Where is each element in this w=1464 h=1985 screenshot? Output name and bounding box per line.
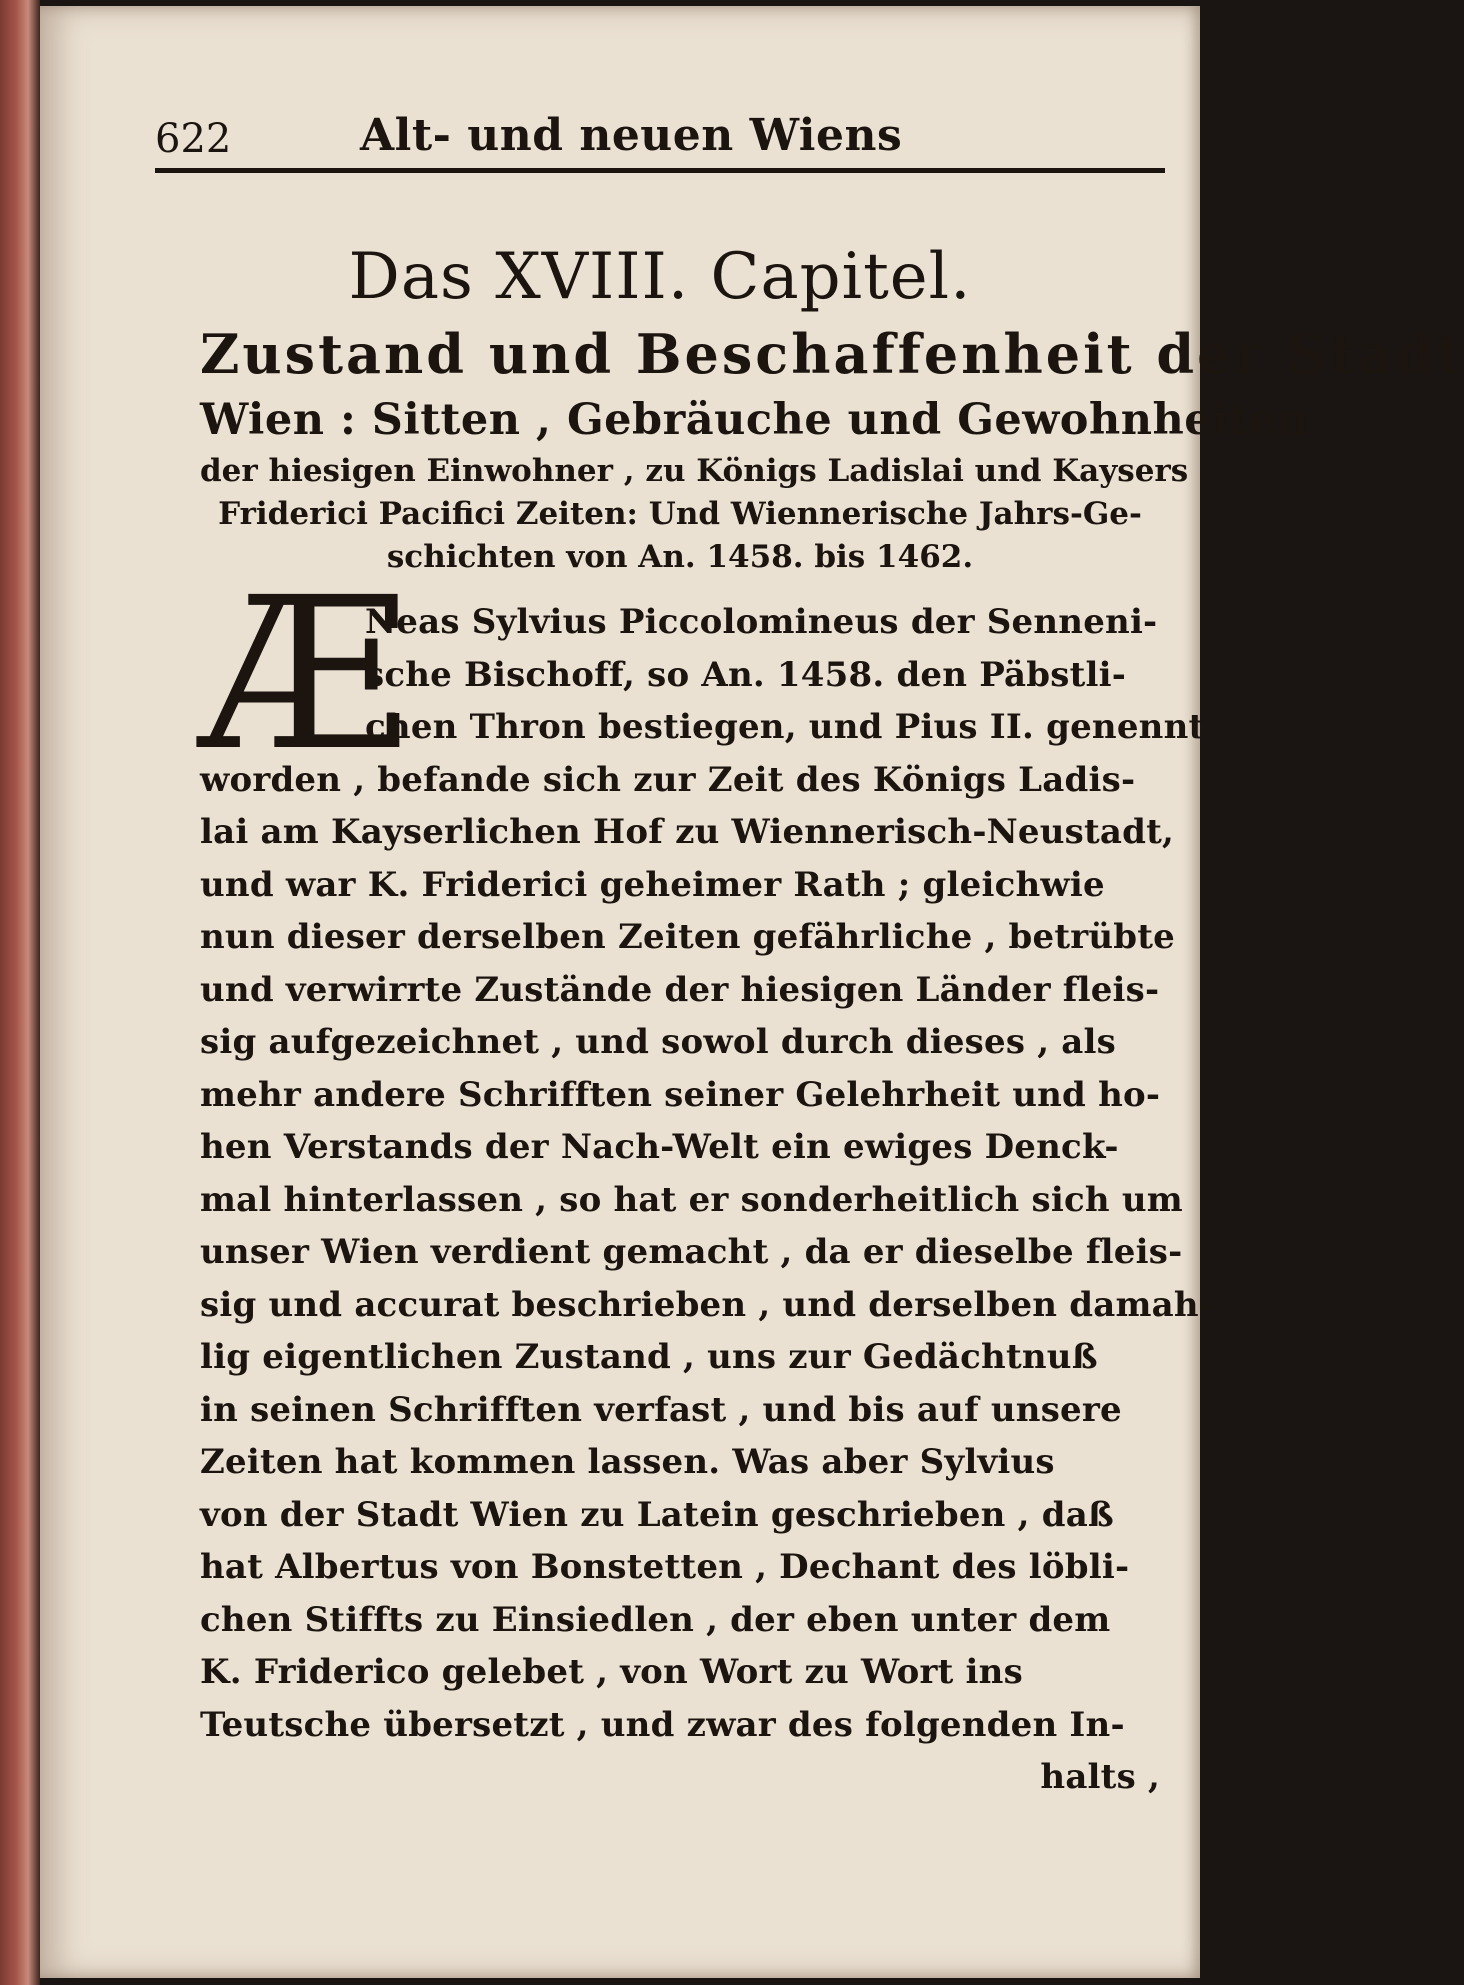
text-line: halts , [1040,1757,1160,1797]
text-line: hen Verstands der Nach-Welt ein ewiges Denck- [200,1127,1119,1167]
text-line: nun dieser derselben Zeiten gefährliche , betrübte [200,917,1176,957]
text-line: mal hinterlassen , so hat er sonderheitlich sich um [200,1179,1183,1220]
text-line: K. Friderico gelebet , von Wort zu Wort ins [200,1652,1023,1692]
text-line: unser Wien verdient gemacht , da er dieselbe fleis- [200,1232,1183,1272]
page-number: 622 [155,116,232,162]
text-line: sche Bischoff, so An. 1458. den Päbstli- [365,654,1127,695]
text-line: mehr andere Schrifften seiner Gelehrheit und ho- [200,1074,1161,1115]
text-line: und war K. Friderici geheimer Rath ; gleichwie [200,864,1105,905]
subtitle-line: schichten von An. 1458. bis 1462. [386,539,974,575]
chapter-title: Das XVIII. Capitel. [348,240,972,314]
header-rule [155,168,1165,173]
page-header [155,110,1165,170]
text-line: Zeiten hat kommen lassen. Was aber Sylvius [200,1442,1055,1482]
book-binding-edge [0,0,40,1985]
text-line: und verwirrte Zustände der hiesigen Länder fleis- [200,969,1160,1010]
text-line: hat Albertus von Bonstetten , Dechant des löbli- [200,1547,1130,1587]
text-line: von der Stadt Wien zu Latein geschrieben , daß [200,1494,1114,1535]
text-line: lai am Kayserlichen Hof zu Wiennerisch-Neustadt, [200,812,1175,852]
text-line: sig aufgezeichnet , und sowol durch dieses , als [200,1022,1116,1062]
subtitle-line: Friderici Pacifici Zeiten: Und Wiennerische Jahrs-Ge- [218,496,1142,532]
text-line: worden , befande sich zur Zeit des Königs Ladis- [200,759,1136,800]
text-line: sig und accurat beschrieben , und derselben damah- [200,1284,1214,1325]
text-line: chen Stiffts zu Einsiedlen , der eben unter dem [200,1599,1111,1640]
body-text [200,596,1214,1804]
subtitle-line: der hiesigen Einwohner , zu Königs Ladislai und Kaysers [200,453,1189,489]
text-line: Teutsche übersetzt , und zwar des folgenden In- [200,1704,1125,1745]
text-line: chen Thron bestiegen, und Pius II. genennt [365,707,1205,747]
drop-cap: Æ [200,552,411,797]
chapter-subtitle [200,318,1464,578]
text-line: in seinen Schrifften verfast , und bis auf unsere [200,1389,1122,1430]
subtitle-line: Zustand und Beschaffenheit der Stadt [200,322,1464,386]
text-line: Neas Sylvius Piccolomineus der Senneni- [365,602,1158,642]
subtitle-line: Wien : Sitten , Gebräuche und Gewohnheiten [200,395,1309,445]
text-line: lig eigentlichen Zustand , uns zur Gedächtnuß [200,1337,1098,1377]
running-head: Alt- und neuen Wiens [360,110,903,161]
